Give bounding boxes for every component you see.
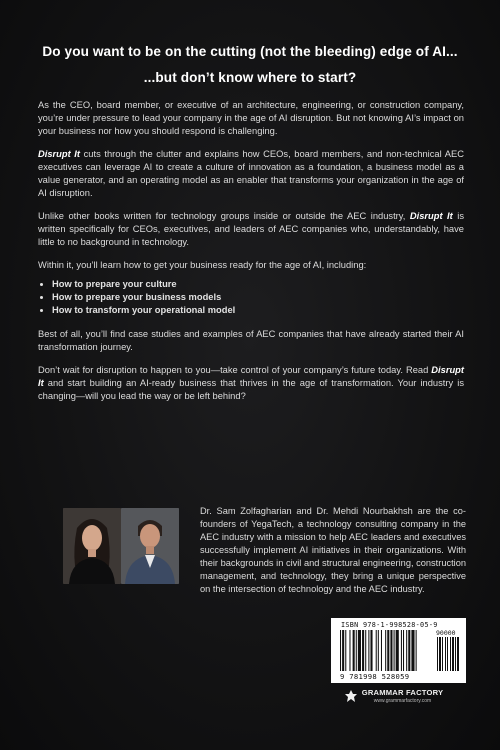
author-photo-mehdi-illustration <box>121 508 179 584</box>
barcode-bar <box>353 630 355 671</box>
barcode-bar <box>385 630 386 671</box>
barcode-number: 9 781998 528059 <box>340 672 410 681</box>
bullet-item: • How to transform your operational model <box>52 304 464 317</box>
blurb-paragraph-3: Unlike other books written for technology groups inside or outside the AEC industry, Disrupt It is written specifically for CEOs, executives, and leaders of AEC companies who, understandably, have little to no background in technology. <box>38 211 464 247</box>
blurb-paragraph-1: As the CEO, board member, or executive of an architecture, engineering, or construction company, you’re under pressure to lead your company in the age of AI disruption. But not knowing AI’s impact on your business nor how you should respond is challenging. <box>38 100 464 136</box>
barcode-bar <box>356 630 357 671</box>
barcode-addon-bar <box>452 637 454 671</box>
barcode-bar <box>376 630 377 671</box>
author-photo-sam-illustration <box>63 508 121 584</box>
author-photo-mehdi <box>121 508 179 584</box>
barcode-bar <box>401 630 402 671</box>
barcode-bar <box>394 630 395 671</box>
barcode-bar <box>349 630 350 671</box>
barcode-bar <box>368 630 369 671</box>
barcode-bar <box>340 630 341 671</box>
bullet-item: • How to prepare your culture <box>52 278 464 291</box>
barcode-addon-bar <box>455 637 456 671</box>
barcode-addon-bar <box>442 637 443 671</box>
barcode-bar <box>378 630 379 671</box>
bullet-list <box>38 278 464 317</box>
isbn-label: ISBN 978-1-998528-05-9 <box>341 621 438 629</box>
barcode-bar <box>342 630 344 671</box>
bullet-item: • How to prepare your business models <box>52 291 464 304</box>
barcode-bar <box>403 630 404 671</box>
barcode-bar <box>362 630 364 671</box>
barcode-addon-bar <box>450 637 451 671</box>
barcode-addon-bar <box>447 637 448 671</box>
barcode-bar <box>365 630 366 671</box>
price-code: 90000 <box>436 629 456 637</box>
isbn-barcode <box>331 618 466 683</box>
blurb-paragraph-6: Don’t wait for disruption to happen to you—take control of your company’s future today. Read Disrupt It and start building an AI-ready business that thrives in the age of transformation. Your industry is changing—will you lead the way or be left behind? <box>38 365 464 401</box>
book-title: Disrupt It <box>38 149 81 159</box>
publisher-name: GRAMMAR FACTORY <box>361 688 444 697</box>
barcode-bar <box>416 630 417 671</box>
barcode-bar <box>387 630 389 671</box>
barcode-bar <box>345 630 346 671</box>
author-bio: Dr. Sam Zolfagharian and Dr. Mehdi Nourbakhsh are the co-founders of YegaTech, a technology consulting company in the AEC industry with a mission to help AEC leaders and executives successfully implement AI initiatives in their organizations. With their backgrounds in civil and structural engineering, construction management, and technology, they bring a unique perspective on the intersection of technology and the AEC industry. <box>200 506 466 594</box>
blurb-paragraph-2: Disrupt It cuts through the clutter and explains how CEOs, board members, and non-technical AEC executives can leverage AI to create a culture of innovation as a foundation, a business model as a value generator, and an operating model as an enabler that transforms your organization in the age of AI disruption. <box>38 149 464 198</box>
barcode-bar <box>396 630 399 671</box>
blurb <box>38 99 464 413</box>
publisher-url: www.grammarfactory.com <box>373 698 432 704</box>
book-title: Disrupt It <box>409 211 453 221</box>
blurb-paragraph-4: Within it, you’ll learn how to get your business ready for the age of AI, including: <box>38 260 367 270</box>
barcode-bar <box>390 630 392 671</box>
publisher <box>340 688 465 704</box>
barcode-addon-bar <box>445 637 446 671</box>
barcode-bar <box>381 630 382 671</box>
barcode-bar <box>406 630 407 671</box>
barcode-addon-bar <box>457 637 459 671</box>
barcode-bar <box>411 630 414 671</box>
headline-line-2: ...but don’t know where to start? <box>143 70 357 85</box>
book-title: Disrupt It <box>38 365 464 388</box>
barcode-bar <box>408 630 410 671</box>
barcode-addon-bar <box>439 637 441 671</box>
headline-line-1: Do you want to be on the cutting (not the bleeding) edge of AI... <box>42 44 458 59</box>
barcode-bar <box>370 630 372 671</box>
author-photo-sam <box>63 508 121 584</box>
blurb-paragraph-5: Best of all, you’ll find case studies and examples of AEC companies that have already started their AI transformation journey. <box>38 329 464 352</box>
barcode-bar <box>358 630 361 671</box>
barcode-addon-bar <box>437 637 438 671</box>
